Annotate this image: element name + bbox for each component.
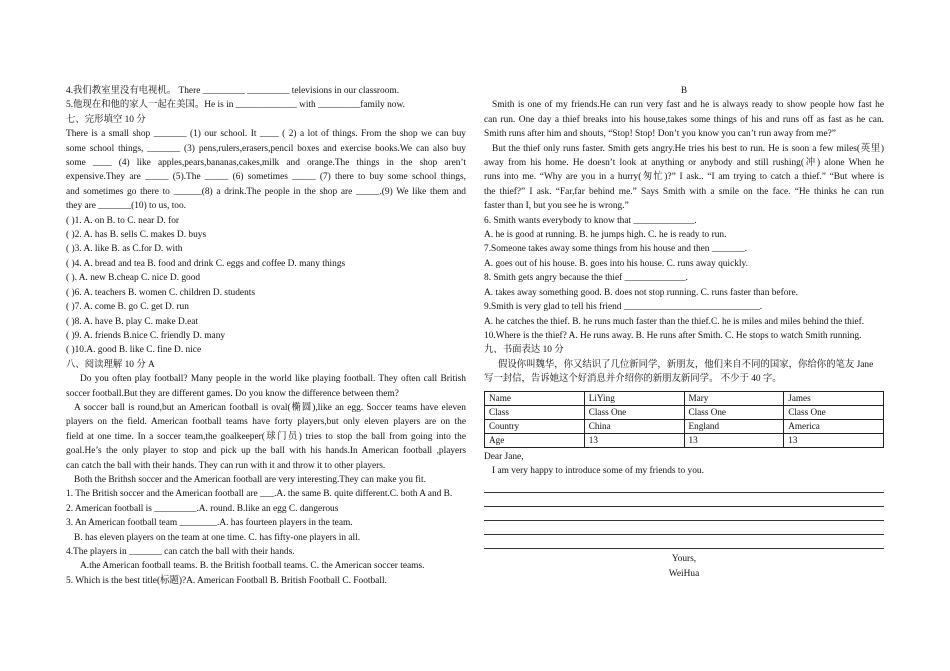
writing-prompt: 假设你叫魏华，你又结识了几位新同学，新朋友，他们来自不同的国家，你给你的笔友 Jane bbox=[498, 359, 874, 370]
cloze-option: ( )3. A. like B. as C.for D. with bbox=[66, 244, 183, 255]
writing-line[interactable] bbox=[484, 507, 884, 521]
cloze-option: ( )4. A. bread and tea B. food and drink C. eggs and coffee D. many things bbox=[66, 258, 346, 269]
letter-greeting: Dear Jane, bbox=[484, 451, 524, 462]
reading-b-question: 6. Smith wants everybody to know that _____________. bbox=[484, 215, 697, 226]
cloze-option: ( )9. A. friends B.nice C. friendly D. many bbox=[66, 330, 226, 341]
reading-b-question: 10.Where is the thief? A. He runs away. B. He runs after Smith. C. He stops to watch Smith running. bbox=[484, 330, 862, 341]
passage-b-line: away from his home. He doesn’t look at anything or anybody and still rushing(冲) alone When he bbox=[484, 158, 884, 169]
reading-a-line: Do you often play football? Many people in the world like playing football. They often call British bbox=[80, 374, 466, 385]
writing-line[interactable] bbox=[484, 535, 884, 549]
reading-heading: 八、阅读理解 10 分 A bbox=[66, 359, 155, 370]
table-row bbox=[485, 391, 884, 405]
passage-b-line: the thief?” I ask. “Far,far behind me.” Says Smith with a smile on the face. “He thinks he can run bbox=[484, 186, 884, 197]
table-cell: England bbox=[684, 419, 784, 433]
reading-a-line: field at one time. In a soccer team,the goalkeeper(球门员) tries to stop the ball from going into the bbox=[66, 431, 466, 442]
reading-a-line: can catch the ball with their hands. They can run with it and throw it to other players. bbox=[66, 460, 386, 471]
cloze-passage-line: and sometimes go there to ______(8) a drink.The people in the shop are _____.(9) We like them and bbox=[66, 186, 466, 197]
passage-b-line: can run. One day a thief breaks into his house,takes some things of his and runs off as fast as he can. bbox=[484, 114, 884, 125]
table-cell: Country bbox=[485, 419, 585, 433]
passage-b-line: runs into me. “Why are you in a hurry(匆忙)?” I ask.. “I am trying to catch a thief.” “But where is bbox=[484, 172, 884, 183]
writing-line[interactable] bbox=[484, 521, 884, 535]
cloze-passage-line: expensive.They are _____ (5).The _____ (6) sometimes _____ (7) there to buy some school things, bbox=[66, 172, 466, 183]
cloze-option: ( )2. A. has B. sells C. makes D. buys bbox=[66, 230, 207, 241]
writing-prompt: 写一封信，告诉她这个好消息并介绍你的新朋友新同学。 不少于 40 字。 bbox=[484, 374, 782, 385]
table-row bbox=[485, 433, 884, 447]
table-cell: America bbox=[784, 419, 884, 433]
table-cell: 13 bbox=[584, 433, 684, 447]
translate-item-4: 4.我们教室里没有电视机。 There _________ _________ televisions in our classroom. bbox=[66, 86, 400, 96]
reading-b-options: A. goes out of his house. B. goes into his house. C. runs away quickly. bbox=[484, 258, 748, 269]
reading-a-line: players on the field. American football teams have forty players,but only eleven players are on the bbox=[66, 417, 466, 428]
friends-info-table bbox=[484, 391, 884, 448]
reading-b-question: 8. Smith gets angry because the thief _____________. bbox=[484, 273, 688, 284]
table-cell: Class One bbox=[584, 405, 684, 419]
cloze-passage-line: some school things, _______ (3) pens,rulers,erasers,pencil boxes and exercise books.We can also buy bbox=[66, 143, 466, 154]
right-column bbox=[484, 84, 884, 581]
cloze-passage-line: There is a small shop _______ (1) our school. It ____ ( 2) a lot of things. From the shop we can buy bbox=[66, 129, 466, 140]
reading-a-question: 2. American football is _________.A. round. B.like an egg C. dangerous bbox=[66, 503, 339, 514]
table-cell: 13 bbox=[784, 433, 884, 447]
passage-b-line: Smith runs after him and shouts, “Stop! Stop! Don’t you know you can’t run away from me?” bbox=[484, 129, 836, 140]
reading-a-question: 4.The players in _______ can catch the ball with their hands. bbox=[66, 547, 295, 557]
writing-heading: 九、书面表达 10 分 bbox=[484, 345, 564, 356]
reading-a-question: 5. Which is the best title(标题)?A. American Football B. British Football C. Football. bbox=[66, 575, 387, 586]
table-cell: Class One bbox=[784, 405, 884, 419]
reading-b-question: 9.Smith is very glad to tell his friend _____________________________. bbox=[484, 302, 763, 313]
reading-a-question: 1. The British soccer and the American football are ___.A. the same B. quite different.C. both A and B. bbox=[66, 489, 453, 500]
cloze-heading: 七、完形填空 10 分 bbox=[66, 114, 146, 125]
letter-opening: I am very happy to introduce some of my friends to you. bbox=[492, 465, 704, 476]
cloze-passage-line: they are _______(10) to us, too. bbox=[66, 201, 187, 212]
table-cell: James bbox=[784, 391, 884, 405]
table-cell: LiYing bbox=[584, 391, 684, 405]
translate-item-5: 5.他现在和他的家人一起在美国。He is in _____________ with _________family now. bbox=[66, 100, 405, 111]
reading-a-line: goal.He’s the only player to stop and pick up the ball with his hands.In American football ,players bbox=[66, 446, 466, 457]
table-cell: Mary bbox=[684, 391, 784, 405]
reading-b-question: 7.Someone takes away some things from his house and then _______. bbox=[484, 244, 747, 255]
reading-b-options: A. he catches the thief. B. he runs much faster than the thief.C. he is miles and miles behind the thief. bbox=[484, 316, 865, 327]
passage-b-line: Smith is one of my friends.He can run very fast and he is always ready to show people how fast he bbox=[492, 100, 884, 111]
letter-closing: Yours, bbox=[671, 554, 697, 565]
letter-signature: WeiHua bbox=[668, 568, 700, 579]
table-cell: 13 bbox=[684, 433, 784, 447]
table-cell: Age bbox=[485, 433, 585, 447]
section-b-label: B bbox=[680, 86, 688, 96]
cloze-option: ( )1. A. on B. to C. near D. for bbox=[66, 215, 180, 226]
table-cell: Class One bbox=[684, 405, 784, 419]
table-row bbox=[485, 419, 884, 433]
cloze-option: ( )7. A. come B. go C. get D. run bbox=[66, 302, 189, 313]
cloze-option: ( )10.A. good B. like C. fine D. nice bbox=[66, 345, 202, 356]
cloze-option: ( )6. A. teachers B. women C. children D. students bbox=[66, 287, 256, 298]
reading-a-question-options: B. has eleven players on the team at one time. C. has fifty-one players in all. bbox=[74, 532, 361, 543]
reading-b-options: A. takes away something good. B. does not stop running. C. runs faster than before. bbox=[484, 287, 799, 298]
table-cell: Name bbox=[485, 391, 585, 405]
passage-b-line: faster than I, but you see he is wrong.” bbox=[484, 201, 629, 212]
reading-a-question-options: A.the American football teams. B. the British football teams. C. the American soccer teams. bbox=[80, 561, 425, 572]
table-row bbox=[485, 405, 884, 419]
reading-b-options: A. he is good at running. B. he jumps high. C. he is ready to run. bbox=[484, 230, 727, 241]
reading-a-line: soccer football.But they are different games. Do you know the difference between them? bbox=[66, 388, 399, 399]
table-cell: Class bbox=[485, 405, 585, 419]
writing-line[interactable] bbox=[484, 493, 884, 507]
passage-b-line: But the thief only runs faster. Smith gets angry.He tries his best to run. He is soon a few miles(英里) bbox=[492, 143, 884, 154]
reading-a-line: A soccer ball is round,but an American football is oval(椭圆),like an egg. Soccer teams have eleven bbox=[74, 402, 466, 413]
cloze-option: ( ). A. new B.cheap C. nice D. good bbox=[66, 273, 201, 284]
reading-a-question: 3. An American football team ________.A. has fourteen players in the team. bbox=[66, 518, 353, 529]
cloze-option: ( )8. A. have B. play C. make D.eat bbox=[66, 316, 198, 327]
table-cell: China bbox=[584, 419, 684, 433]
cloze-passage-line: some ____ (4) like apples,pears,bananas,cakes,milk and orange.The things in the shop aren’t bbox=[66, 158, 466, 169]
reading-a-line: Both the Brithsh soccer and the American football are very interesting.They can make you fit. bbox=[74, 474, 426, 485]
left-column bbox=[66, 84, 466, 588]
writing-line[interactable] bbox=[484, 478, 884, 492]
